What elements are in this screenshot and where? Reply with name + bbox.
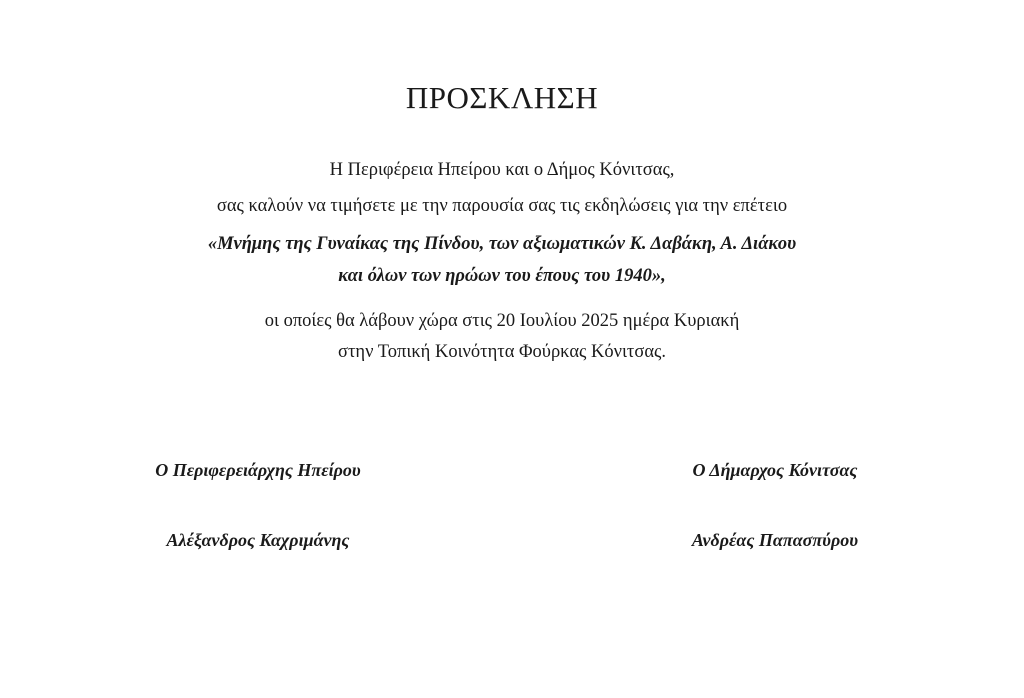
right-signatory-name: Ανδρέας Παπασπύρου: [691, 530, 859, 550]
invitation-title: ΠΡΟΣΚΛΗΣΗ: [405, 80, 599, 115]
left-signatory-name: Αλέξανδρος Καχριμάνης: [166, 530, 350, 550]
intro-line-2: σας καλούν να τιμήσετε με την παρουσία σας τις εκδηλώσεις για την επέτειο: [216, 196, 788, 216]
details-line-2: στην Τοπική Κοινότητα Φούρκας Κόνιτσας.: [338, 342, 666, 362]
event-line-2: και όλων των ηρώων του έπους του 1940»,: [338, 266, 666, 286]
left-signatory-role: Ο Περιφερειάρχης Ηπείρου: [155, 460, 361, 480]
event-line-1: «Μνήμης της Γυναίκας της Πίνδου, των αξιωματικών Κ. Δαβάκη, Α. Διάκου: [207, 234, 797, 254]
details-line-1: οι οποίες θα λάβουν χώρα στις 20 Ιουλίου 2025 ημέρα Κυριακή: [264, 311, 740, 331]
intro-line-1: Η Περιφέρεια Ηπείρου και ο Δήμος Κόνιτσας,: [329, 160, 675, 180]
right-signatory-role: Ο Δήμαρχος Κόνιτσας: [692, 460, 858, 480]
